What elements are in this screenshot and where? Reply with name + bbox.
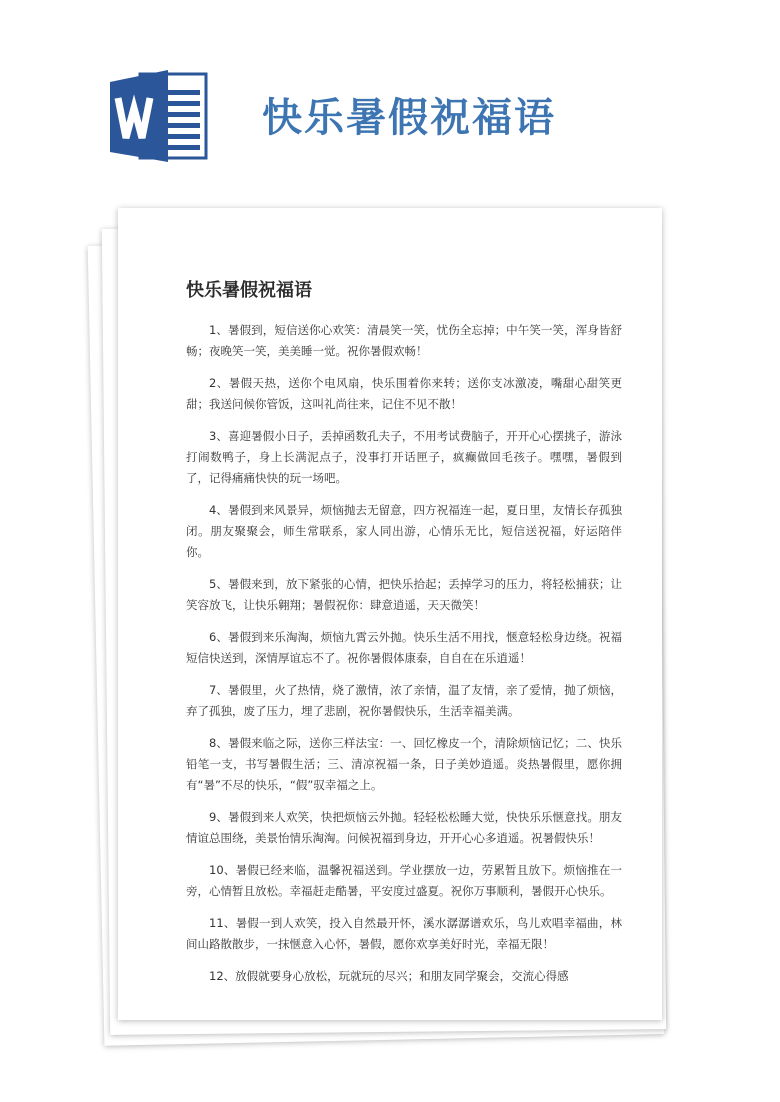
paragraph: 10、暑假已经来临，温馨祝福送到。学业摆放一边，劳累暂且放下。烦恼推在一旁，心情暂且放松。幸福赶走酷暑，平安度过盛夏。祝你万事顺利，暑假开心快乐。 xyxy=(186,863,622,898)
paragraph: 5、暑假来到，放下紧张的心情，把快乐拾起；丢掉学习的压力，将轻松捕获；让笑容放飞，让快乐翱翔；暑假祝你：肆意逍遥，天天微笑！ xyxy=(186,577,622,612)
paragraph: 7、暑假里，火了热情，烧了激情，浓了亲情，温了友情，亲了爱情，抛了烦恼，弃了孤独，废了压力，埋了悲剧，祝你暑假快乐，生活幸福美满。 xyxy=(186,683,622,718)
paragraph: 12、放假就要身心放松，玩就玩的尽兴；和朋友同学聚会，交流心得感 xyxy=(209,969,569,983)
paragraph: 8、暑假来临之际，送你三样法宝：一、回忆橡皮一个，清除烦恼记忆；二、快乐铅笔一支，书写暑假生活；三、清凉祝福一条，日子美妙逍遥。炎热暑假里，愿你拥有“暑”不尽的快乐，“假”驭幸福之上。 xyxy=(186,736,622,792)
word-document-icon xyxy=(110,68,210,164)
paragraph: 4、暑假到来风景异，烦恼抛去无留意，四方祝福连一起，夏日里，友情长存孤独闭。朋友聚聚会，师生常联系，家人同出游，心情乐无比，短信送祝福，好运陪伴你。 xyxy=(186,503,622,559)
paragraph: 2、暑假天热，送你个电风扇，快乐围着你来转；送你支冰激凌，嘴甜心甜笑更甜；我送问候你管饭，这叫礼尚往来，记住不见不散！ xyxy=(186,376,622,411)
page-title: 快乐暑假祝福语 xyxy=(262,95,556,141)
paragraph: 9、暑假到来人欢笑，快把烦恼云外抛。轻轻松松睡大觉，快快乐乐惬意找。朋友情谊总围绕，美景怡情乐淘淘。问候祝福到身边，开开心心多逍遥。祝暑假快乐！ xyxy=(186,810,622,845)
document-title: 快乐暑假祝福语 xyxy=(186,280,312,301)
paragraph: 1、暑假到，短信送你心欢笑：清晨笑一笑，忧伤全忘掉；中午笑一笑，浑身皆舒畅；夜晚笑一笑，美美睡一觉。祝你暑假欢畅！ xyxy=(186,323,622,358)
document-body xyxy=(186,320,622,998)
paragraph: 3、喜迎暑假小日子，丢掉函数孔夫子，不用考试费脑子，开开心心摆挑子，游泳打闹数鸭子，身上长满泥点子，没事打开话匣子，疯癫做回毛孩子。嘿嘿，暑假到了，记得痛痛快快的玩一场吧。 xyxy=(186,429,622,485)
document-page xyxy=(118,208,662,1020)
paragraph: 11、暑假一到人欢笑，投入自然最开怀，溪水潺潺谱欢乐，鸟儿欢唱幸福曲，林间山路散散步，一抹惬意入心怀，暑假，愿你欢享美好时光，幸福无限！ xyxy=(186,916,622,951)
paragraph: 6、暑假到来乐淘淘，烦恼九霄云外抛。快乐生活不用找，惬意轻松身边绕。祝福短信快送到，深情厚谊忘不了。祝你暑假体康泰，自自在在乐逍遥！ xyxy=(186,630,622,665)
